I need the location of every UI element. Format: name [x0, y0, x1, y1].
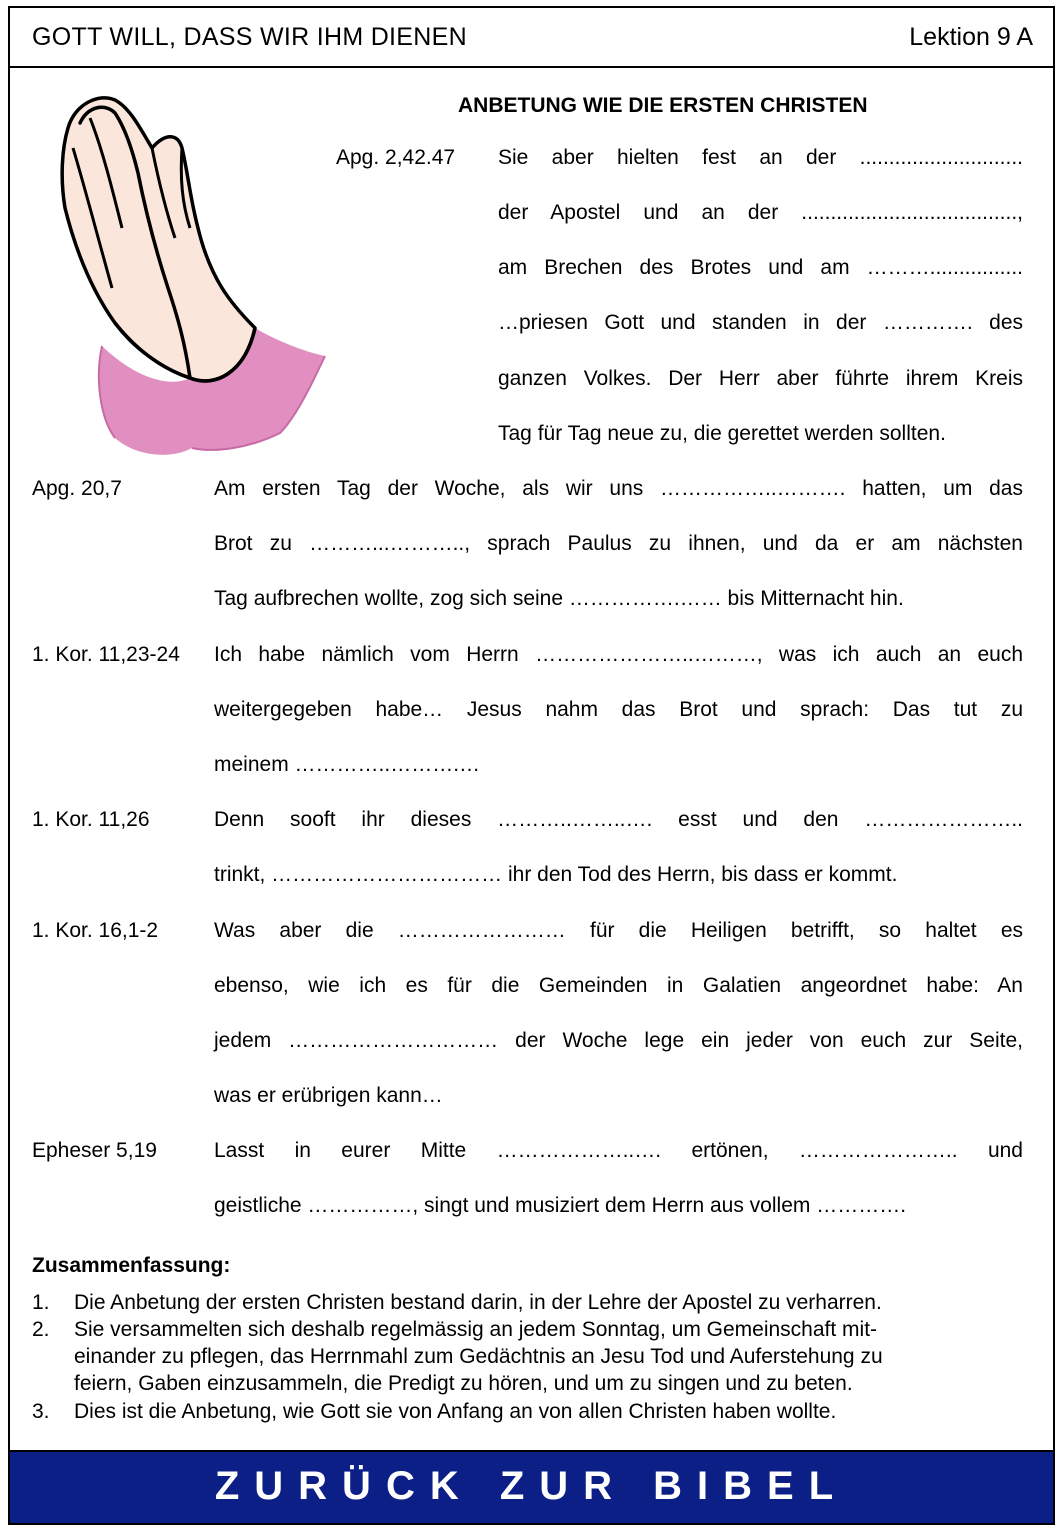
verse-text-line: Was aber die …………………… für die Heiligen betrifft, so haltet es	[214, 919, 1023, 942]
verse-reference: 1. Kor. 11,23-24	[32, 643, 180, 666]
summary-item-number: 3.	[32, 1400, 50, 1423]
summary-item-line: einander zu pflegen, das Herrnmahl zum Gedächtnis an Jesu Tod und Auferstehung zu	[74, 1345, 883, 1368]
summary-item-number: 2.	[32, 1318, 50, 1341]
section-heading: ANBETUNG WIE DIE ERSTEN CHRISTEN	[458, 94, 868, 117]
summary-item-line: Dies ist die Anbetung, wie Gott sie von Anfang an von allen Christen haben wollte.	[74, 1400, 837, 1423]
footer-banner	[10, 1450, 1053, 1523]
verse-text-line: was er erübrigen kann…	[214, 1084, 443, 1107]
verse-text-line: trinkt, …………………………… ihr den Tod des Herrn, bis dass er kommt.	[214, 863, 898, 886]
verse-text-line: Am ersten Tag der Woche, als wir uns ……………..………. hatten, um das	[214, 477, 1023, 500]
summary-title: Zusammenfassung:	[32, 1254, 231, 1277]
verse-reference: 1. Kor. 16,1-2	[32, 919, 159, 942]
verse-reference: 1. Kor. 11,26	[32, 808, 150, 831]
verse-text-line: geistliche ……………, singt und musiziert dem Herrn aus vollem ………….	[214, 1194, 907, 1217]
verse-text-line: ebenso, wie ich es für die Gemeinden in Galatien angeordnet habe: An	[214, 974, 1023, 997]
worksheet-frame	[8, 6, 1055, 1525]
verse-text-line: der Apostel und an der .....................................,	[498, 201, 1023, 224]
summary-item-number: 1.	[32, 1291, 50, 1314]
verse-reference: Apg. 20,7	[32, 477, 122, 500]
page-title: GOTT WILL, DASS WIR IHM DIENEN	[32, 23, 467, 51]
back-hand	[62, 98, 255, 381]
header-bar	[10, 8, 1053, 68]
verse-reference: Apg. 2,42.47	[336, 146, 456, 169]
footer-slogan: ZURÜCK ZUR BIBEL	[214, 1464, 849, 1508]
verse-text-line: Sie aber hielten fest an der ............................	[498, 146, 1023, 169]
verse-text-line: weitergegeben habe… Jesus nahm das Brot und sprach: Das tut zu	[214, 698, 1023, 721]
lesson-label: Lektion 9 A	[909, 23, 1033, 51]
verse-text-line: am Brechen des Brotes und am ………................	[498, 256, 1023, 279]
verse-text-line: Tag aufbrechen wollte, zog sich seine …………….…… bis Mitternacht hin.	[214, 587, 904, 610]
verse-text-line: meinem …………..……….…	[214, 753, 481, 776]
verse-text-line: ganzen Volkes. Der Herr aber führte ihrem Kreis	[498, 367, 1023, 390]
verse-reference: Epheser 5,19	[32, 1139, 157, 1162]
summary-item-line: Die Anbetung der ersten Christen bestand darin, in der Lehre der Apostel zu verharren.	[74, 1291, 882, 1314]
verse-text-line: Tag für Tag neue zu, die gerettet werden sollten.	[498, 422, 946, 445]
verse-text-line: Brot zu ………...……….., sprach Paulus zu ihnen, und da er am nächsten	[214, 532, 1023, 555]
summary-item-line: feiern, Gaben einzusammeln, die Predigt zu hören, und um zu singen und zu beten.	[74, 1372, 853, 1395]
verse-text-line: Lasst in eurer Mitte ………………..…. ertönen, ………………….. und	[214, 1139, 1023, 1162]
verse-text-line: …priesen Gott und standen in der …………. des	[498, 311, 1023, 334]
summary-item-line: Sie versammelten sich deshalb regelmässig an jedem Sonntag, um Gemeinschaft mit-	[74, 1318, 878, 1341]
verse-text-line: jedem ………………………… der Woche lege ein jeder von euch zur Seite,	[214, 1029, 1023, 1052]
verse-text-line: Denn sooft ihr dieses ………..……..…. esst und den …………………..	[214, 808, 1023, 831]
praying-hands-illustration	[40, 88, 330, 463]
verse-text-line: Ich habe nämlich vom Herrn …………………..………, was ich auch an euch	[214, 643, 1023, 666]
